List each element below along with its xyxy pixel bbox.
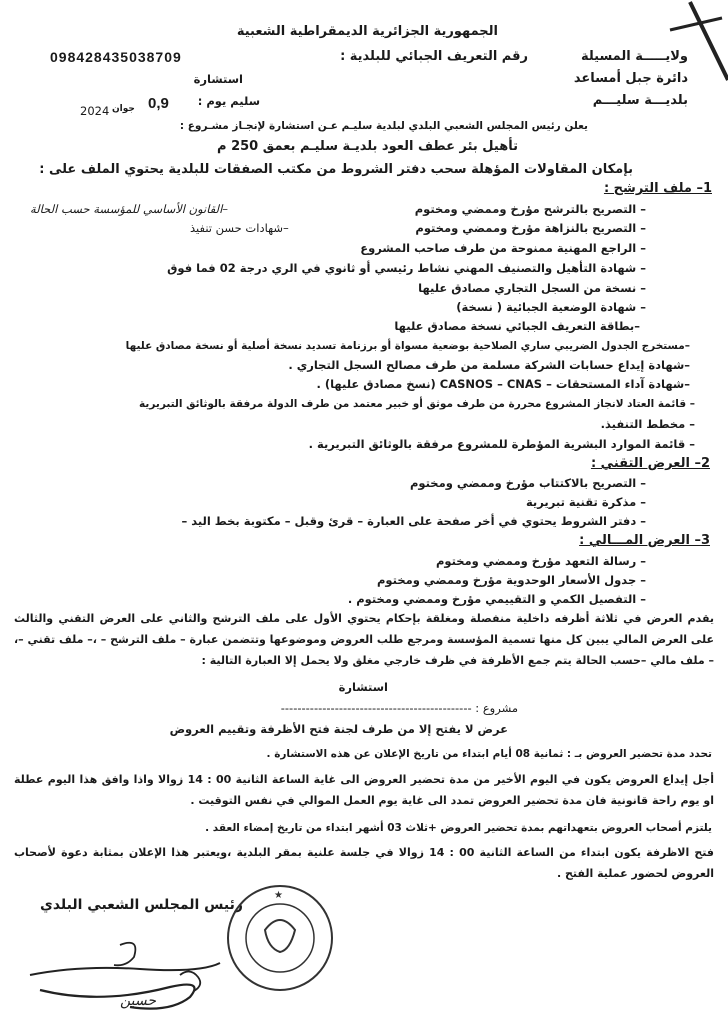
project-title: تأهيل بئر عطف العود بلديـة سليـم بعمق 250 م xyxy=(217,139,518,154)
signature-title: رئيس المجلس الشعبي البلدي xyxy=(40,897,243,913)
availability-text: بإمكان المقاولات المؤهلة سحب دفتر الشروط من مكتب الصفقات للبلدية يحتوي الملف على : xyxy=(39,162,633,177)
list-item: – التصريح بالترشح مؤرخ وممضي ومختوم xyxy=(414,202,646,216)
date-label: سليم يوم : xyxy=(197,94,260,108)
wilaya: ولايـــــة المسيلة xyxy=(580,49,688,64)
date-month: جوان xyxy=(112,104,135,114)
handwritten-signature xyxy=(20,935,230,1015)
list-item: – رسالة التعهد مؤرخ وممضي ومختوم xyxy=(435,554,646,568)
list-item: – الراجع المهنية ممنوحة من طرف صاحب المشروع xyxy=(360,241,646,255)
daira: دائرة جبل أمساعد xyxy=(573,71,688,86)
tax-id: 09842843503870‎9 xyxy=(50,49,182,65)
commune: بلديـــة سليـــم xyxy=(592,93,688,108)
list-item: – التصريح بالاكتتاب مؤرخ وممضي ومختوم xyxy=(409,476,646,490)
term-opening: فتح الاظرفة يكون ابتداء من الساعة الثانية 00 : 14 زوالا في جلسة علنية بمقر البلدية ،ويعتبر هذا الإعلان بمثابة دعوة لأصحاب العروض لحضور عملية الفتح . xyxy=(14,846,714,880)
intro-text: يعلن رئيس المجلس الشعبي البلدي لبلدية سليـم عـن استشارة لإنجـاز مشـروع : xyxy=(179,120,588,132)
list-item-side: –شهادات حسن تنفيذ xyxy=(190,221,289,235)
official-stamp xyxy=(220,880,340,995)
list-item: –مستخرج الجدول الضريبي ساري الصلاحية بوضعية مسواة أو برزنامة تسديد نسخة أصلية أو نسخة مصادق عليها xyxy=(125,340,690,352)
list-item: – شهادة التأهيل والتصنيف المهني نشاط رئيسي أو ثانوي في الري درجة 02 فما فوق xyxy=(167,261,646,275)
svg-text:★: ★ xyxy=(274,890,283,901)
list-item: –بطاقة التعريف الجبائي نسخة مصادق عليها xyxy=(394,319,640,333)
envelope-project-line: مشروع : ---------------------------------------------- xyxy=(280,701,518,715)
envelope-title: استشارة xyxy=(338,680,388,694)
list-item: – قائمة الموارد البشرية المؤطرة للمشروع مرفقة بالوثائق التبريرية . xyxy=(308,437,695,451)
signature-name: حسين xyxy=(120,993,157,1009)
list-item: – جدول الأسعار الوحدوية مؤرخ وممضي ومختوم xyxy=(377,573,646,587)
term-validity: يلتزم أصحاب العروض بتعهداتهم بمدة تحضير العروض +ثلاث 03 أشهر ابتداء من تاريخ إمضاء العقد . xyxy=(205,822,712,834)
term-deposit: أجل إيداع العروض يكون في اليوم الأخير من مدة تحضير العروض الى غاية الساعة الثانية 00 : 14 زوالا واذا وافق هذا اليوم عطلة او يوم راحة قانونية فان مدة تحضير العروض تمدد الى غاية يوم العمل الموالي في نفس التوقيت . xyxy=(14,773,714,807)
list-item: – التصريح بالنزاهة مؤرخ وممضي ومختوم xyxy=(415,221,646,235)
term-duration: تحدد مدة تحضير العروض بـ : ثمانية 08 أيام ابتداء من تاريخ الإعلان عن هذه الاستشارة . xyxy=(266,748,712,760)
envelope-paragraph: يقدم العرض في ثلاثة أظرفه داخلية منفصلة ومغلقة بإحكام يحتوي الأول على ملف الترشح والثاني على العرض التقني والثالث على العرض المالي يبين كل منها تسمية المؤسسة ومرجع طلب العروض وموضوعها وتتضمن عبارة – ملف الترشح – ،– ملف تقني –، – ملف مالي –حسب الحالة يتم جمع الأظرفة في ظرف خارجي مغلق ولا يحمل إلا العبارة التالية : xyxy=(14,612,714,667)
date-day: 0,9 xyxy=(148,95,169,112)
section1-title: 1– ملف الترشح : xyxy=(603,181,712,196)
list-item: – مذكرة تقنية تبريرية xyxy=(525,495,646,509)
list-item: – دفتر الشروط يحتوي في أخر صفحة على العبارة – قرئ وقبل – مكتوبة بخط اليد – xyxy=(181,514,646,528)
list-item: –شهادة آداء المستحقات – CASNOS – CNAS (نسخ مصادق عليها) . xyxy=(316,377,690,391)
envelope-notice: عرض لا يفتح إلا من طرف لجنة فتح الأظرفة وتقييم العروض xyxy=(169,722,508,736)
tax-id-label: رقم التعريف الجبائي للبلدية : xyxy=(340,49,528,64)
list-item: – مخطط التنفيذ. xyxy=(600,417,695,431)
section2-title: 2– العرض التقني : xyxy=(590,456,710,471)
section3-title: 3– العرض المـــالي : xyxy=(579,533,710,548)
date-year: 2024 xyxy=(80,104,110,118)
list-item: – التفصيل الكمي و التقييمي مؤرخ وممضي ومختوم . xyxy=(347,592,646,606)
list-item: – قائمة العتاد لانجاز المشروع محررة من طرف موثق أو خبير معتمد من طرف الدولة مرفقة بالوثائق التبريرية xyxy=(139,398,695,410)
republic-title: الجمهورية الجزائرية الديمقراطية الشعبية xyxy=(236,24,498,39)
consultation-label: استشارة xyxy=(193,72,243,86)
list-item: –شهادة إيداع حسابات الشركة مسلمة من طرف مصالح السجل التجاري . xyxy=(288,358,690,372)
list-item: – شهادة الوضعية الجبائية ( نسخة) xyxy=(456,300,646,314)
list-item: – نسخة من السجل التجاري مصادق عليها xyxy=(418,281,646,295)
list-item-side: –القانون الأساسي للمؤسسة حسب الحالة xyxy=(30,202,229,216)
